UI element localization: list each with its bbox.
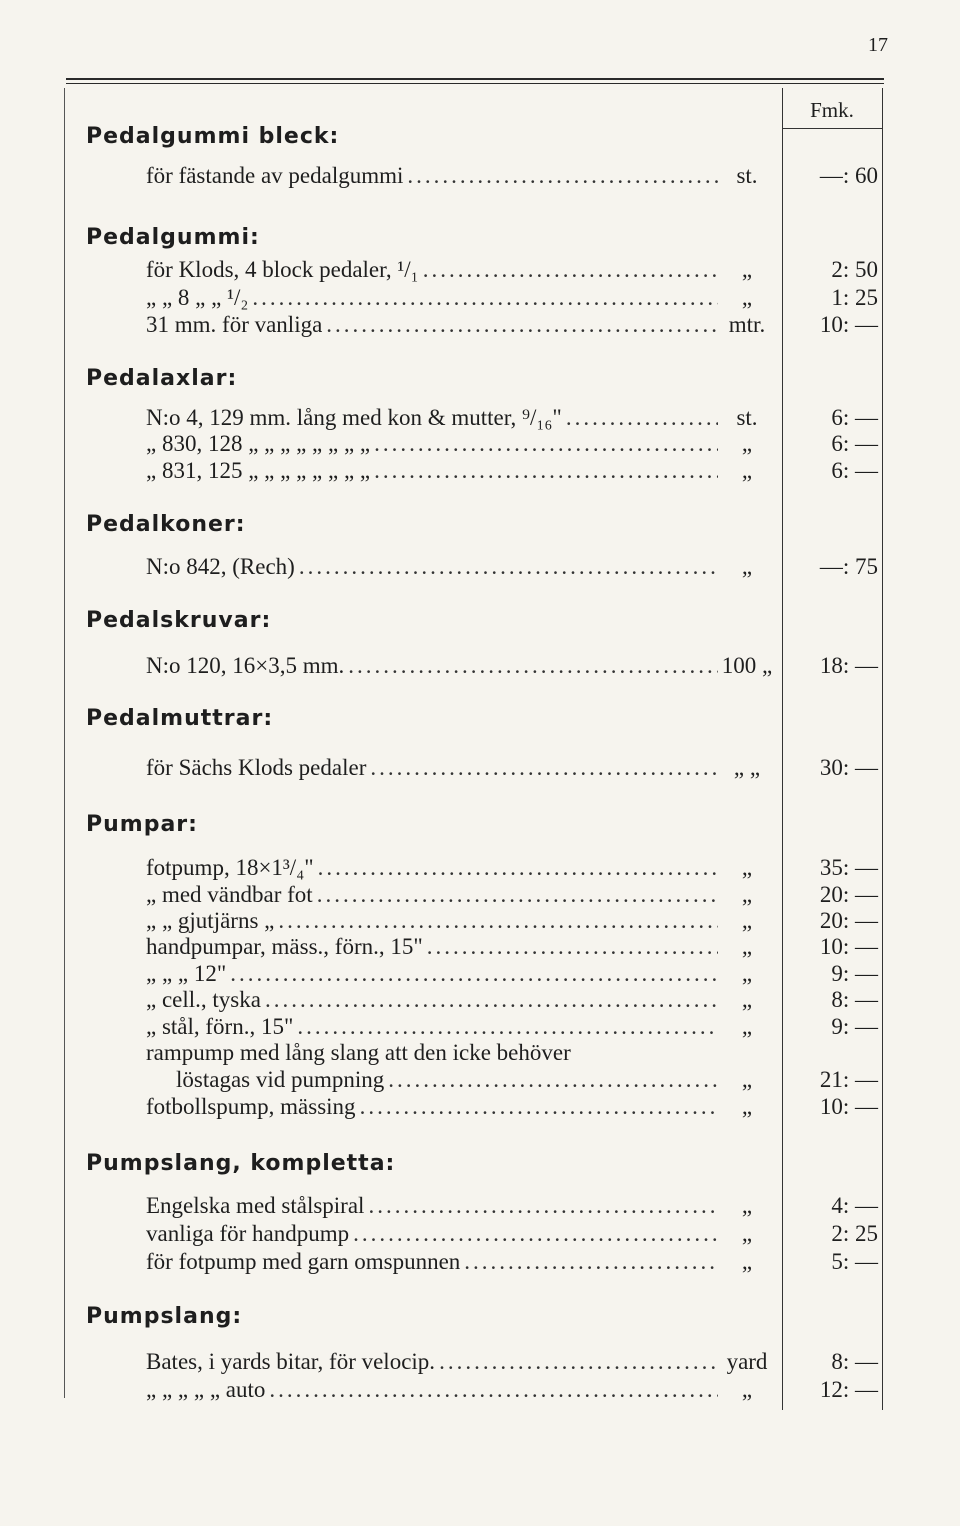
- item-price: 20: —: [819, 882, 878, 907]
- item-description: Engelska med stålspiral: [146, 1193, 365, 1218]
- dot-leader: [261, 986, 718, 1014]
- item-description: „ cell., tyska: [146, 987, 261, 1012]
- top-rule-thin: [66, 83, 884, 84]
- item-description: rampump med lång slang att den icke behöver: [146, 1040, 571, 1065]
- section-heading: Pedalskruvar:: [86, 608, 272, 633]
- dot-leader: [384, 1066, 718, 1094]
- item-description: „ „ gjutjärns „: [146, 908, 275, 933]
- item-unit: „: [741, 855, 753, 880]
- dot-leader: [293, 1013, 718, 1041]
- item-unit: „: [741, 1249, 753, 1274]
- section-heading: Pedalgummi:: [86, 225, 260, 250]
- item-price: 2: 25: [831, 1221, 878, 1246]
- item-unit: yard: [726, 1349, 768, 1374]
- catalog-row: [146, 754, 782, 782]
- item-description: Bates, i yards bitar, för velocip.: [146, 1349, 436, 1374]
- item-description: N:o 120, 16×3,5 mm.: [146, 653, 345, 678]
- catalog-row: [146, 652, 782, 680]
- item-price: 10: —: [819, 312, 878, 337]
- catalog-row: [146, 430, 782, 458]
- price-header-rule: [782, 128, 882, 129]
- item-description: för fotpump med garn omspunnen: [146, 1249, 461, 1274]
- dot-leader: [344, 652, 718, 680]
- section-heading: Pumpslang:: [86, 1304, 243, 1329]
- catalog-row: [146, 311, 782, 339]
- top-rule: [66, 78, 884, 80]
- dot-leader: [349, 1220, 718, 1248]
- item-price: 30: —: [819, 755, 878, 780]
- dot-leader: [423, 933, 718, 961]
- catalog-row: [146, 284, 782, 312]
- section-heading: Pedalkoner:: [86, 512, 246, 537]
- dot-leader: [356, 1093, 718, 1121]
- dot-leader: [370, 457, 718, 485]
- catalog-row: [146, 986, 782, 1014]
- catalog-row: [146, 1013, 782, 1041]
- item-description: N:o 4, 129 mm. lång med kon & mutter, ⁹/₁₆": [146, 405, 562, 430]
- item-price: 4: —: [831, 1193, 878, 1218]
- catalog-row: [176, 1066, 782, 1094]
- catalog-row: [146, 933, 782, 961]
- item-unit: st.: [736, 163, 758, 188]
- dot-leader: [364, 1192, 718, 1220]
- item-price: 10: —: [819, 1094, 878, 1119]
- section-heading: Pumpslang, kompletta:: [86, 1151, 396, 1176]
- catalog-row: [146, 162, 782, 190]
- item-description: „ „ „ 12": [146, 961, 227, 986]
- item-unit: „: [741, 431, 753, 456]
- catalog-row: [146, 1348, 782, 1376]
- item-unit: „: [741, 1193, 753, 1218]
- item-description: handpumpar, mäss., förn., 15": [146, 934, 423, 959]
- item-price: 21: —: [819, 1067, 878, 1092]
- dot-leader: [226, 960, 718, 988]
- catalog-row: [146, 960, 782, 988]
- item-unit: „: [741, 1377, 753, 1402]
- dot-leader: [274, 907, 718, 935]
- item-description: „ 830, 128 „ „ „ „ „ „ „ „: [146, 431, 371, 456]
- item-price: —: 60: [819, 163, 878, 188]
- section-heading: Pumpar:: [86, 812, 198, 837]
- item-unit: „: [741, 1067, 753, 1092]
- item-description: „ „ 8 „ „ ¹/₂: [146, 285, 249, 310]
- item-unit: st.: [736, 405, 758, 430]
- item-price: 1: 25: [831, 285, 878, 310]
- catalog-row: [146, 1039, 782, 1067]
- price-column-divider: [782, 88, 783, 1410]
- catalog-row: [146, 1376, 782, 1404]
- catalog-row: [146, 907, 782, 935]
- item-description: fotpump, 18×1³/₄": [146, 855, 314, 880]
- item-unit: „: [741, 882, 753, 907]
- catalog-row: [146, 553, 782, 581]
- dot-leader: [265, 1376, 718, 1404]
- item-description: vanliga för handpump: [146, 1221, 350, 1246]
- catalog-row: [146, 404, 782, 432]
- dot-leader: [562, 404, 718, 432]
- item-unit: „: [741, 1094, 753, 1119]
- item-unit: „: [741, 961, 753, 986]
- item-price: 12: —: [819, 1377, 878, 1402]
- catalog-row: [146, 1248, 782, 1276]
- right-border-line: [882, 88, 883, 1410]
- item-unit: „: [741, 1221, 753, 1246]
- item-description: „ stål, förn., 15": [146, 1014, 294, 1039]
- item-price: 6: —: [831, 405, 878, 430]
- dot-leader: [370, 430, 718, 458]
- item-unit: „ „: [733, 755, 761, 780]
- item-unit: „: [741, 285, 753, 310]
- item-price: —: 75: [819, 554, 878, 579]
- catalog-row: [146, 457, 782, 485]
- item-price: 20: —: [819, 908, 878, 933]
- item-price: 8: —: [831, 987, 878, 1012]
- dot-leader: [322, 311, 718, 339]
- item-description: för fästande av pedalgummi: [146, 163, 404, 188]
- item-price: 9: —: [831, 961, 878, 986]
- item-description: för Klods, 4 block pedaler, ¹/₁: [146, 257, 419, 282]
- item-description: N:o 842, (Rech): [146, 554, 295, 579]
- section-heading: Pedalgummi bleck:: [86, 124, 340, 149]
- item-unit: „: [741, 458, 753, 483]
- item-description: för Sächs Klods pedaler: [146, 755, 367, 780]
- dot-leader: [435, 1348, 718, 1376]
- page-number: 17: [868, 34, 888, 56]
- item-price: 5: —: [831, 1249, 878, 1274]
- item-unit: „: [741, 908, 753, 933]
- item-price: 18: —: [819, 653, 878, 678]
- section-heading: Pedalaxlar:: [86, 366, 238, 391]
- catalog-row: [146, 256, 782, 284]
- dot-leader: [295, 553, 718, 581]
- item-unit: „: [741, 987, 753, 1012]
- catalog-row: [146, 854, 782, 882]
- dot-leader: [403, 162, 718, 190]
- dot-leader: [419, 256, 718, 284]
- catalog-row: [146, 1192, 782, 1220]
- item-description: „ 831, 125 „ „ „ „ „ „ „ „: [146, 458, 371, 483]
- item-unit: „: [741, 554, 753, 579]
- item-price: [786, 1039, 878, 1067]
- item-description: „ „ „ „ „ auto: [146, 1377, 266, 1402]
- item-description: löstagas vid pumpning: [176, 1067, 385, 1092]
- catalog-row: [146, 881, 782, 909]
- item-price: 6: —: [831, 458, 878, 483]
- left-border-line: [64, 88, 65, 1398]
- catalog-row: [146, 1093, 782, 1121]
- item-unit: „: [741, 257, 753, 282]
- item-description: „ med vändbar fot: [146, 882, 313, 907]
- item-price: 6: —: [831, 431, 878, 456]
- item-price: 9: —: [831, 1014, 878, 1039]
- dot-leader: [314, 854, 718, 882]
- dot-leader: [313, 881, 718, 909]
- item-unit: „: [741, 934, 753, 959]
- item-price: 35: —: [819, 855, 878, 880]
- item-price: 10: —: [819, 934, 878, 959]
- item-unit: mtr.: [728, 312, 766, 337]
- item-unit: „: [741, 1014, 753, 1039]
- dot-leader: [248, 284, 718, 312]
- price-column-header: Fmk.: [810, 98, 854, 122]
- item-description: fotbollspump, mässing: [146, 1094, 356, 1119]
- item-price: 8: —: [831, 1349, 878, 1374]
- dot-leader: [366, 754, 718, 782]
- item-description: 31 mm. för vanliga: [146, 312, 323, 337]
- section-heading: Pedalmuttrar:: [86, 706, 274, 731]
- catalog-row: [146, 1220, 782, 1248]
- dot-leader: [460, 1248, 718, 1276]
- item-unit: 100 „: [721, 653, 773, 678]
- item-price: 2: 50: [831, 257, 878, 282]
